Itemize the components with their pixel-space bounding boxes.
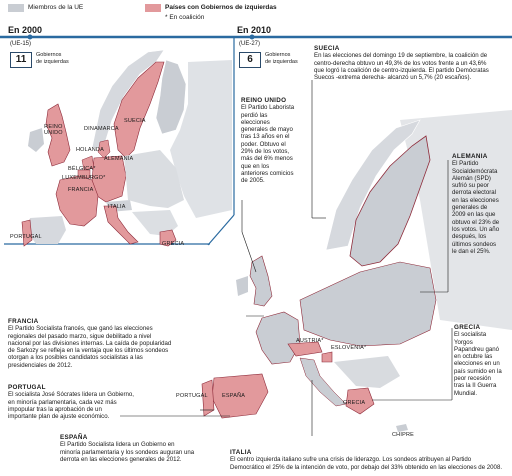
legend-members-label: Miembros de la UE: [28, 4, 84, 11]
note-italia-line: El centro izquierda italiano sufre una crisis de liderazgo. Los sondeos atribuyen al Partido: [230, 456, 472, 464]
ue-27-label: (UE-27): [239, 41, 261, 47]
note-reino-unido-title: REINO UNIDO: [241, 97, 287, 104]
note-francia-title: FRANCIA: [8, 318, 39, 325]
note-alemania-line: El Partido: [452, 160, 479, 168]
note-portugal: [8, 384, 173, 420]
label2010-espana: ESPAÑA: [222, 393, 246, 399]
note-portugal-line: importante plan de ajuste económico.: [8, 413, 110, 421]
note-reino-unido-line: El Partido Laborista: [241, 104, 295, 112]
map-2000: [22, 50, 232, 246]
map2010-centro: [300, 262, 436, 346]
note-francia-line: nacional por las divisiones internas. La caída de popularidad: [8, 339, 172, 347]
note-reino-unido-line: anteriores comicios: [241, 169, 294, 177]
note-portugal-line: impopular tras la aprobación de un: [8, 405, 102, 413]
note-grecia-line: tras la II Guerra: [454, 382, 497, 390]
note-suecia-title: SUECIA: [314, 45, 340, 52]
note-suecia: [314, 45, 510, 81]
map2000-portugal: [22, 220, 32, 246]
year-2010: En 2010: [237, 25, 272, 35]
note-suecia-line: centro-derecha obtuvo un 49,3% de los votos frente a un 43,6%: [314, 59, 487, 67]
map2000-italia: [104, 206, 138, 244]
count-2010-box: 6: [239, 52, 261, 68]
note-italia-title: ITALIA: [230, 449, 252, 456]
note-reino-unido-line: poder. Obtuvo el: [241, 140, 286, 148]
note-reino-unido-line: generales de mayo: [241, 126, 293, 134]
note-reino-unido-line: elecciones: [241, 118, 270, 126]
note-grecia: [454, 324, 512, 397]
note-grecia-line: Mundial.: [454, 389, 478, 397]
label2000-portugal: PORTUGAL: [10, 234, 42, 240]
note-grecia-line: Papandreu ganó: [454, 345, 500, 353]
note-alemania-line: le dan el 25%.: [452, 247, 491, 255]
label2010-portugal: PORTUGAL: [176, 393, 208, 399]
note-alemania: [452, 153, 512, 255]
note-reino-unido: [241, 97, 313, 185]
map2010-chipre: [396, 424, 408, 432]
note-francia: [8, 318, 208, 369]
note-alemania-line: obtuvo el 23% de: [452, 218, 500, 226]
note-grecia-line: elecciones en un: [454, 360, 500, 368]
timeline-dot-2000: [28, 35, 33, 40]
label2000-grecia: GRECIA: [162, 241, 185, 247]
note-alemania-line: Alemán (SPD): [452, 174, 491, 182]
note-francia-line: regionales del pasado marzo, sigue debilitado a nivel: [8, 332, 152, 340]
year-2000: En 2000: [8, 25, 43, 35]
note-alemania-line: después, los: [452, 233, 487, 241]
count-2010-caption-2: de izquierdas: [265, 59, 298, 65]
label2010-austria: AUSTRIA*: [296, 338, 324, 344]
label2010-chipre: CHIPRE: [392, 432, 414, 438]
label2000-francia: FRANCIA: [68, 187, 94, 193]
label2000-reino-unido: REINO UNIDO: [44, 124, 63, 136]
map2010-francia: [256, 312, 300, 364]
note-espana-line: derrota en las elecciones generales de 2012.: [60, 455, 182, 463]
note-reino-unido-line: que en los: [241, 162, 270, 170]
count-2000-box: 11: [10, 52, 32, 68]
note-grecia-line: Yorgos: [454, 338, 473, 346]
note-francia-line: presidenciales de 2012.: [8, 361, 73, 369]
note-alemania-title: ALEMANIA: [452, 153, 488, 160]
legend-left-label: Países con Gobiernos de izquierdas: [165, 4, 277, 11]
label2000-alemania: ALEMANIA: [104, 156, 134, 162]
note-espana-line: minoría parlamentaria y los sondeos auguran una: [60, 448, 195, 456]
label2000-dinamarca: DINAMARCA: [84, 126, 119, 132]
note-alemania-line: sufrió su peor: [452, 182, 489, 190]
map2000-irlanda: [28, 128, 44, 152]
note-alemania-line: los votos. Un año: [452, 225, 500, 233]
note-italia: [230, 449, 510, 471]
note-grecia-line: país sumido en la: [454, 367, 502, 375]
label2000-italia: ITALIA: [108, 204, 126, 210]
note-alemania-line: derrota electoral: [452, 189, 497, 197]
legend-coalition-label: * En coalición: [165, 14, 205, 21]
note-portugal-line: en minoría parlamentaria, cada vez más: [8, 398, 117, 406]
note-espana-title: ESPAÑA: [60, 434, 88, 441]
note-grecia-line: El socialista: [454, 331, 487, 339]
label2000-luxemburgo: LUXEMBURGO*: [62, 175, 106, 181]
note-francia-line: de Sarkozy se refleja en la ventaja que los últimos sondeos: [8, 347, 169, 355]
count-2000-caption-2: de izquierdas: [36, 59, 69, 65]
note-espana: [60, 434, 220, 463]
note-alemania-line: 2009 en las que: [452, 211, 496, 219]
timeline-dot-2010: [250, 35, 255, 40]
note-suecia-line: Suecos -extrema derecha- alcanzó un 5,7% (20 escaños).: [314, 74, 472, 82]
label2000-holanda: HOLANDA: [76, 147, 104, 153]
note-reino-unido-line: perdió las: [241, 111, 268, 119]
note-portugal-title: PORTUGAL: [8, 384, 46, 391]
label2000-suecia: SUECIA: [124, 118, 146, 124]
note-reino-unido-line: 29% de los votos,: [241, 148, 290, 156]
ue-15-label: (UE-15): [10, 41, 32, 47]
note-alemania-line: generales de: [452, 204, 488, 212]
note-francia-line: El Partido Socialista francés, que ganó las elecciones: [8, 325, 153, 333]
note-alemania-line: en las elecciones: [452, 196, 499, 204]
note-reino-unido-line: de 2005.: [241, 177, 265, 185]
note-francia-line: otorgan a los posibles candidatos socialistas a las: [8, 354, 143, 362]
note-reino-unido-line: más del 6% menos: [241, 155, 293, 163]
note-suecia-line: En las elecciones del domingo 19 de septiembre, la coalición de: [314, 52, 488, 60]
count-2000-caption-1: Gobiernos: [36, 52, 62, 58]
note-alemania-line: últimos sondeos: [452, 240, 497, 248]
label2010-grecia: GRECIA: [343, 400, 366, 406]
note-espana-line: El Partido Socialista lidera un Gobierno en: [60, 441, 175, 449]
note-grecia-line: peor recesión: [454, 375, 491, 383]
note-grecia-title: GRECIA: [454, 324, 481, 331]
note-suecia-line: que logró la coalición de centro-izquierda. El partido Demócratas: [314, 66, 489, 74]
label2010-eslovenia: ESLOVENIA*: [331, 345, 367, 351]
note-grecia-line: en octubre las: [454, 353, 493, 361]
map2010-eslovenia: [322, 352, 332, 362]
note-italia-line: Democrático el 25% de la intención de voto, por debajo del 33% obtenido en las elecciones de 2008.: [230, 463, 503, 471]
count-2010-caption-1: Gobiernos: [265, 52, 291, 58]
label2000-belgica: BÉLGICA*: [68, 166, 96, 172]
note-portugal-line: El socialista José Sócrates lidera un Gobierno,: [8, 391, 135, 399]
note-reino-unido-line: tras 13 años en el: [241, 133, 290, 141]
note-alemania-line: Socialdemócrata: [452, 167, 498, 175]
